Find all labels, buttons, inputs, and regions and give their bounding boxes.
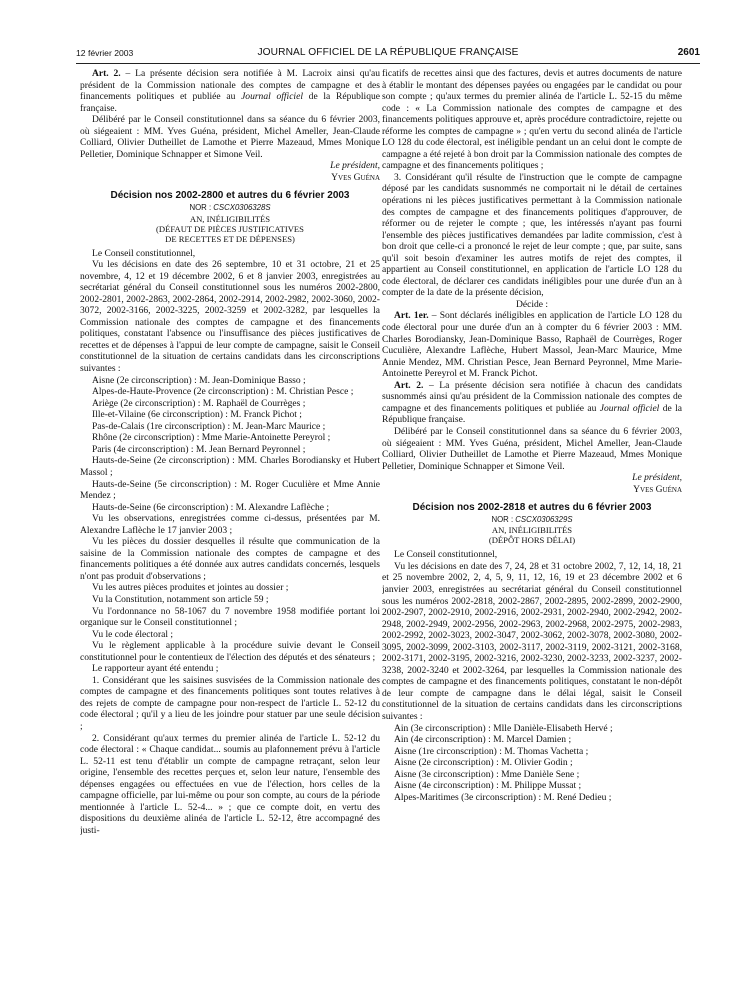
signature-role: Le président, <box>330 160 380 172</box>
article-2-paragraph <box>80 68 380 114</box>
circonscription-entry: Hauts-de-Seine (5e circonscription) : M. Roger Cuculière et Mme Annie Mendez ; <box>80 478 380 502</box>
body-paragraph: Vu le code électoral ; <box>92 628 174 640</box>
body-paragraph: 3. Considérant qu'il résulte de l'instruction que le compte de campagne déposé par les candidats susnommés ne comportait ni le détail de certaines opérations ni les pièces justificatives permettant à la Commission nationale des comptes de campagne et des financements politiques d'approuver, de réformer ou de rejeter le compte ; que, les intéressés n'ayant pas fourni l'ensemble des pièces justificatives demandées par ladite commission, c'est à bon droit que celle-ci a prononcé le rejet de leur compte ; que, par suite, sans qu'il soit besoin d'examiner les autres motifs de rejet des comptes, il appartient au Conseil constitutionnel, en application de l'article LO 128 du code électoral, de déclarer ces candidats inéligibles pour une durée d'un an à compter de la date de la présente décision, <box>382 171 682 299</box>
header-rule <box>76 63 700 64</box>
article-2-paragraph <box>382 380 682 426</box>
page-header <box>76 46 700 62</box>
body-paragraph: Vu les pièces du dossier desquelles il résulte que communication de la saisine de la Commission nationale des comptes de campagne et des financements politiques a été donnée aux autres candidats concernés, lesquels n'ont pas produit d'observations ; <box>80 536 380 582</box>
circonscription-entry: Aisne (3e circonscription) : Mme Danièle Sene ; <box>394 768 580 780</box>
article-text-end: de la République française. <box>382 402 682 426</box>
nor-label: NOR : <box>491 514 516 524</box>
article-label: Art. 1er. <box>394 310 429 322</box>
decide-heading: Décide : <box>515 298 549 310</box>
circonscription-entry: Hauts-de-Seine (2e circonscription) : MM. Charles Borodiansky et Hubert Massol ; <box>80 455 380 478</box>
signature-role: Le président, <box>632 472 682 484</box>
body-paragraph: Vu les décisions en date des 7, 24, 28 et 31 octobre 2002, 7, 12, 14, 18, 21 et 25 novembre 2002, 2, 4, 5, 9, 11, 12, 16, 19 et 23 décembre 2002 et 6 janvier 2003, enregistrées au secrétariat général du Conseil constitutionnel sous les numéros 2002-2818, 2002-2867, 2002-2895, 2002-2899, 2002-2900, 2002-2907, 2002-2910, 2002-2916, 2002-2931, 2002-2940, 2002-2942, 2002-2948, 2002-2949, 2002-2956, 2002-2963, 2002-2968, 2002-2975, 2002-2983, 2002-2992, 2002-3023, 2002-3047, 2002-3062, 2002-3078, 2002-3080, 2002-3095, 2002-3099, 2002-3103, 2002-3117, 2002-3119, 2002-3121, 2002-3168, 2002-3171, 2002-3195, 2002-3216, 2002-3230, 2002-3233, 2002-3237, 2002-3238, 2002-3240 et 2002-3264, par lesquelles la Commission nationale des comptes de campagne et des financements politiques, constatant le non-dépôt de leur compte de campagne dans le délai légal, saisit le Conseil constitutionnel de la situation de certains candidats dans les circonscriptions suivantes : <box>382 560 682 722</box>
circonscription-entry: Ain (3e circonscription) : Mlle Danièle-Elisabeth Hervé ; <box>394 722 613 734</box>
circonscription-entry: Hauts-de-Seine (6e circonscription) : M. Alexandre Laflèche ; <box>92 501 329 513</box>
nor-reference <box>382 514 682 526</box>
journal-title: JOURNAL OFFICIEL DE LA RÉPUBLIQUE FRANÇAISE <box>257 47 519 58</box>
circonscription-entry: Paris (4e circonscription) : M. Jean Bernard Peyronnel ; <box>92 443 306 455</box>
body-paragraph: Le Conseil constitutionnel, <box>92 247 196 259</box>
right-column <box>382 68 682 803</box>
body-paragraph: 2. Considérant qu'aux termes du premier alinéa de l'article L. 52-12 du code électoral : « Chaque candidat... soumis au plafonnement prévu à l'article L. 52-11 est tenu d'établir un compte de campagne retraçant, selon leur origine, l'ensemble des recettes perçues et, selon leur nature, l'ensemble des dépenses engagées ou effectuées en vue de l'élection, hors celles de la campagne officielle, par lui-même ou pour son compte, au cours de la période mentionnée à l'article L. 52-4... » ; que ce compte doit, en vertu des dispositions du deuxième alinéa de l'article L. 52-12, être accompagné des justi- <box>80 732 380 836</box>
circonscription-entry: Aisne (1re circonscription) : M. Thomas Vachetta ; <box>394 745 589 757</box>
body-paragraph: ficatifs de recettes ainsi que des factures, devis et autres documents de nature à établir le montant des dépenses payées ou engagées par le candidat ou pour son compte ; qu'aux termes du premier alinéa de l'article L. 52-15 du même code : « La Commission nationale des comptes de campagne et des financements politiques approuve et, après procédure contradictoire, rejette ou réforme les comptes de campagne » ; qu'en vertu du second alinéa de l'article LO 128 du code électoral, est inéligible pendant un an celui dont le compte de campagne a été rejeté à bon droit par la Commission nationale des comptes de campagne et des financements politiques ; <box>382 68 682 172</box>
circonscription-entry: Pas-de-Calais (1re circonscription) : M. Jean-Marc Maurice ; <box>92 420 326 432</box>
left-column <box>80 68 380 836</box>
circonscription-entry: Aisne (2e circonscription) : M. Olivier Godin ; <box>394 757 573 769</box>
article-text-end: de la République française. <box>80 91 380 114</box>
circonscription-entry: Alpes-Maritimes (3e circonscription) : M. René Dedieu ; <box>394 791 612 803</box>
body-paragraph: Vu les décisions en date des 26 septembre, 10 et 31 octobre, 21 et 25 novembre, 4, 12 et 19 décembre 2002, 6 et 8 janvier 2003, enregistrées au secrétariat général du Conseil constitutionnel sous les numéros 2002-2800, 2002-2801, 2002-2863, 2002-2864, 2002-2914, 2002-2982, 2002-3060, 2002-3072, 2002-3166, 2002-3225, 2002-3259 et 2002-3282, par lesquelles la Commission nationale des comptes de campagne et des financements politiques, constatant l'absence ou l'insuffisance des pièces justificatives de recettes et de dépenses à l'appui de leur compte de campagne, saisit le Conseil constitutionnel de la situation de certains candidats dans les circonscriptions suivantes : <box>80 259 380 375</box>
decision-title: Décision nos 2002-2800 et autres du 6 février 2003 <box>110 190 350 202</box>
deliberation-paragraph: Délibéré par le Conseil constitutionnel dans sa séance du 6 février 2003, où siégeaient : MM. Yves Guéna, président, Michel Ameller, Jean-Claude Colliard, Olivier Dutheillet de Lamothe et Pierre Mazeaud, Mmes Monique Pelletier, Dominique Schnapper et Simone Veil. <box>80 114 380 160</box>
decision-title: Décision nos 2002-2818 et autres du 6 février 2003 <box>412 502 652 514</box>
body-paragraph: Vu les autres pièces produites et jointes au dossier ; <box>92 582 289 594</box>
subject-line: AN, INÉLIGIBILITÉS <box>189 213 271 224</box>
article-text: – Sont déclarés inéligibles en application de l'article LO 128 du code électoral pour une durée d'un an à compter du 6 février 2003 : MM. Charles Borodiansky, Jean-Dominique Basso, Raphaël de Courrèges, Roger Cuculière, Alexandre Laflèche, Hubert Massol, Jean-Marc Maurice, Mme Annie Mendez, MM. Christian Pesce, Jean Bernard Peyronnel, Mme Marie-Antoinette Pereyrol et M. Franck Pichot. <box>382 310 682 380</box>
body-paragraph: Vu les observations, enregistrées comme ci-dessus, présentées par M. Alexandre Laflèche le 17 janvier 2003 ; <box>80 513 380 536</box>
circonscription-entry: Ariège (2e circonscription) : M. Raphaël de Courrèges ; <box>92 397 306 409</box>
circonscription-entry: Rhône (2e circonscription) : Mme Marie-Antoinette Pereyrol ; <box>92 432 331 444</box>
circonscription-entry: Aisne (4e circonscription) : M. Philippe Mussat ; <box>394 780 582 792</box>
signature-name: Yves Guéna <box>331 171 380 183</box>
body-paragraph: Vu le règlement applicable à la procédure suivie devant le Conseil constitutionnel pour le contentieux de l'élection des députés et des sénateurs ; <box>80 640 380 663</box>
body-paragraph: Vu la Constitution, notamment son article 59 ; <box>92 593 269 605</box>
body-paragraph: 1. Considérant que les saisines susvisées de la Commission nationale des comptes de campagne et des financements politiques sont toutes relatives à des rejets de compte de campagne pour non-respect de l'article L. 52-12 du code électoral ; qu'il y a lieu de les joindre pour statuer par une seule décision ; <box>80 674 380 732</box>
body-paragraph: Le rapporteur ayant été entendu ; <box>92 663 219 675</box>
subject-line: AN, INÉLIGIBILITÉS <box>491 525 573 536</box>
circonscription-entry: Ille-et-Vilaine (6e circonscription) : M. Franck Pichot ; <box>92 409 302 421</box>
article-text: – La présente décision sera notifiée à M. Lacroix ainsi qu'au président de la Commission nationale des comptes de campagne et des financements politiques et publiée au <box>80 68 380 103</box>
subject-line: (DÉPÔT HORS DÉLAI) <box>488 535 576 546</box>
subject-line: (DÉFAUT DE PIÈCES JUSTIFICATIVES <box>156 223 304 234</box>
circonscription-entry: Ain (4e circonscription) : M. Marcel Damien ; <box>394 734 572 746</box>
article-label: Art. 2. <box>394 379 424 391</box>
journal-name: Journal officiel <box>241 91 303 103</box>
subject-line: DE RECETTES ET DE DÉPENSES) <box>165 233 295 244</box>
nor-label: NOR : <box>189 203 214 213</box>
body-paragraph: Vu l'ordonnance no 58-1067 du 7 novembre 1958 modifiée portant loi organique sur le Conseil constitutionnel ; <box>80 605 380 629</box>
issue-date: 12 février 2003 <box>76 48 134 58</box>
circonscription-entry: Aisne (2e circonscription) : M. Jean-Dominique Basso ; <box>92 374 306 386</box>
article-text: – La présente décision sera notifiée à chacun des candidats susnommés ainsi qu'au président de la Commission nationale des comptes de campagne et des financements politiques et publiée au <box>382 379 682 414</box>
body-paragraph: Le Conseil constitutionnel, <box>394 549 498 561</box>
nor-reference <box>80 202 380 214</box>
deliberation-paragraph: Délibéré par le Conseil constitutionnel dans sa séance du 6 février 2003, où siégeaient : MM. Yves Guéna, président, Michel Ameller, Jean-Claude Colliard, Olivier Dutheillet de Lamothe et Pierre Mazeaud, Mmes Monique Pelletier, Dominique Schnapper et Simone Veil. <box>382 425 682 472</box>
article-label: Art. 2. <box>92 68 121 79</box>
article-1-paragraph <box>382 310 682 379</box>
nor-code: CSCX0306329S <box>515 514 573 524</box>
signature-name: Yves Guéna <box>633 483 682 495</box>
circonscription-entry: Alpes-de-Haute-Provence (2e circonscription) : M. Christian Pesce ; <box>92 386 354 398</box>
page-number: 2601 <box>677 47 700 58</box>
journal-name: Journal officiel <box>599 402 660 414</box>
nor-code: CSCX0306328S <box>213 203 271 213</box>
